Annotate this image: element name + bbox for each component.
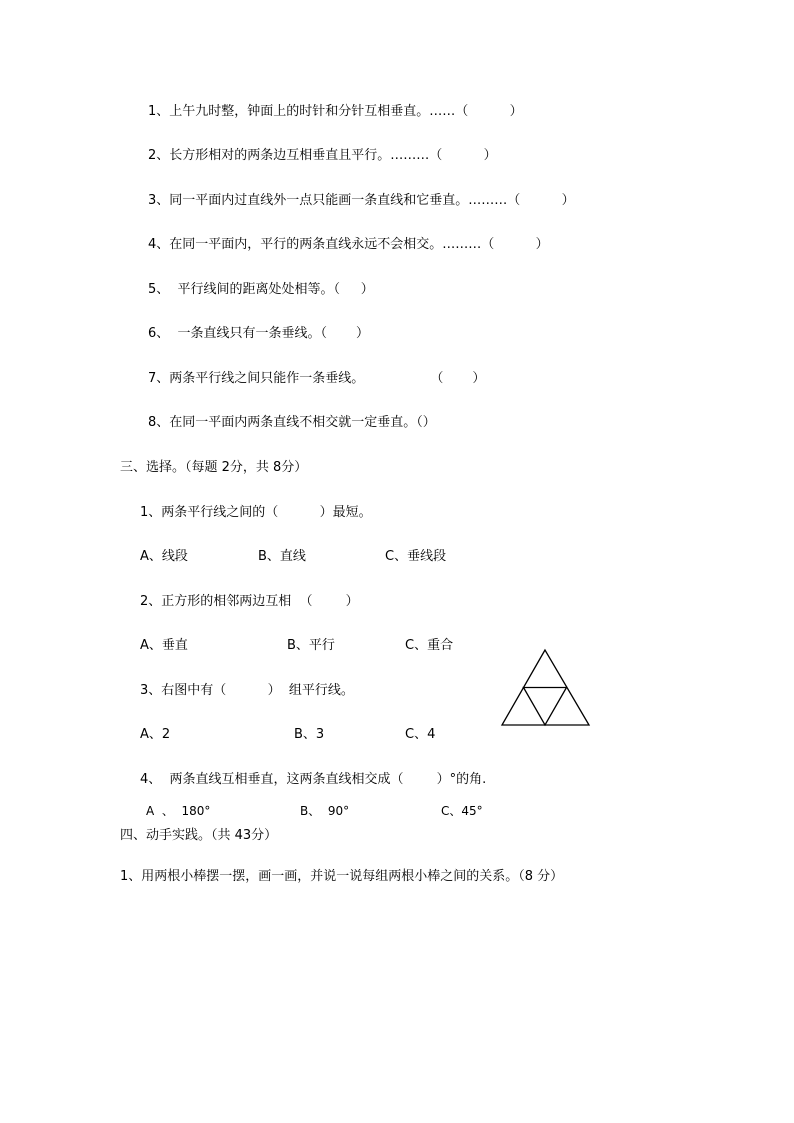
- q3-option-c: C、4: [405, 727, 436, 742]
- q4-option-b: B、 90°: [300, 804, 350, 818]
- judge-item-7: 7、两条平行线之间只能作一条垂线。 （ ）: [148, 371, 486, 386]
- judge-item-2: 2、长方形相对的两条边互相垂直且平行。………（ ）: [148, 148, 497, 163]
- judge-item-8: 8、在同一平面内两条直线不相交就一定垂直。（）: [148, 415, 436, 430]
- q2-option-c: C、重合: [405, 638, 454, 653]
- judge-item-3: 3、同一平面内过直线外一点只能画一条直线和它垂直。………（ ）: [148, 193, 575, 208]
- section-4-title: 四、动手实践。（共 43分）: [120, 828, 278, 843]
- q2-option-a: A、垂直: [140, 638, 188, 653]
- judge-item-4: 4、在同一平面内，平行的两条直线永远不会相交。………（ ）: [148, 237, 549, 252]
- choice-question-1: 1、两条平行线之间的（ ）最短。: [140, 505, 372, 520]
- practice-question-1: 1、用两根小棒摆一摆，画一画，并说一说每组两根小棒之间的关系。（8 分）: [120, 869, 564, 884]
- choice-question-3: 3、右图中有（ ） 组平行线。: [140, 683, 354, 698]
- q4-option-c: C、45°: [441, 804, 483, 818]
- q3-option-a: A、2: [140, 727, 171, 742]
- judge-item-6: 6、 一条直线只有一条垂线。（ ）: [148, 326, 369, 341]
- q2-option-b: B、平行: [287, 638, 335, 653]
- q4-option-a: A 、 180°: [146, 804, 211, 818]
- judge-item-1: 1、上午九时整，钟面上的时针和分针互相垂直。……（ ）: [148, 104, 523, 119]
- judge-item-5: 5、 平行线间的距离处处相等。（ ）: [148, 282, 374, 297]
- q1-option-b: B、直线: [258, 549, 306, 564]
- section-3-title: 三、选择。（每题 2分，共 8分）: [120, 460, 308, 475]
- triangle-figure: [500, 648, 592, 728]
- choice-question-4: 4、 两条直线互相垂直，这两条直线相交成（ ）°的角.: [140, 772, 487, 787]
- q1-option-c: C、垂线段: [385, 549, 447, 564]
- q3-option-b: B、3: [294, 727, 325, 742]
- q1-option-a: A、线段: [140, 549, 188, 564]
- choice-question-2: 2、正方形的相邻两边互相 （ ）: [140, 594, 359, 609]
- inner-triangle: [524, 688, 567, 726]
